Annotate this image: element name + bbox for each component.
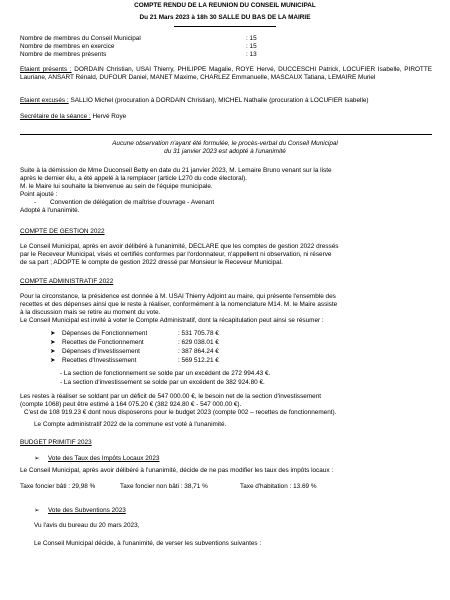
secretary-name: Hervé Roye (90, 113, 127, 120)
section-result-line: - La section d'investissement se solde par un excédent de 382 924.80 €. (60, 379, 265, 386)
count-label: Nombre de membres en exercice (20, 43, 115, 50)
tax-rate: Taxe foncier non bâti : 38,71 % (120, 483, 208, 490)
admin-line: Pour la circonstance, la présidence est donnée à M. USAI Thierry Adjoint au maire, qui présente l'ensemble des (20, 293, 336, 300)
section-heading: BUDGET PRIMITIF 2023 (20, 439, 92, 446)
summary-label: Dépenses de Fonctionnement (62, 330, 148, 337)
section-heading: COMPTE ADMINISTRATIF 2022 (20, 278, 114, 285)
excused-list: SALLIO Michel (procuration à DORDAIN Christian), MICHEL Nathalie (procuration à LOCUFIER Isabelle) (68, 97, 369, 104)
arrow-bullet-icon: ➤ (50, 330, 56, 337)
excused-members (20, 97, 432, 105)
arrow-bullet-icon: ➤ (50, 348, 56, 355)
rest-line: C'est de 108 919.23 € dont nous disposerons pour le budget 2023 (compte 002 – recettes de fonctionnement). (24, 409, 337, 416)
gestion-line: par le Receveur Municipal, visés et certifiés conformes par l'ordonnateur, n'appellent ni observation, ni réserve (20, 251, 332, 258)
count-value: : 15 (246, 35, 257, 42)
intro-line: Point ajouté : (20, 191, 58, 198)
present-list: DORDAIN Christian, USAI Thierry, PHILIPPE Magalie, ROYE Hervé, DUCCESCHI Patrick, LOCUFIER Isabelle, PIROTTE Lauriane, ANSART Rénald, DUFOUR Daniel, MANET Maxime, CHARLEZ Emmanuelle, MASCAUX Tatiana, LEMAIRE Muriel (20, 66, 432, 81)
summary-value: : 531 705.78 € (178, 330, 219, 337)
count-value: : 13 (246, 51, 257, 58)
secretary-label: Secrétaire de la séance : (20, 113, 91, 120)
intro-line: M. le Maire lui souhaite la bienvenue au sein de l'équipe municipale. (20, 183, 213, 190)
rest-line: (compte 1068) peut être estimé à 164 075.20 € (382 924.80 € - 547 000.00 €). (20, 401, 242, 408)
subsection-heading: Vote des Taux des Impôts Locaux 2023 (48, 455, 160, 462)
gestion-line: Le Conseil Municipal, après en avoir délibéré à l'unanimité, DECLARE que les comptes de gestion 2022 dressés (20, 243, 339, 250)
summary-value: : 629 038.01 € (178, 339, 219, 346)
arrow-bullet-icon: ➢ (34, 507, 40, 514)
present-members (20, 66, 432, 81)
summary-value: : 387 864.24 € (178, 348, 219, 355)
count-label: Nombre de membres du Conseil Municipal (20, 35, 141, 42)
summary-label: Dépenses d'Investissement (62, 348, 140, 355)
bullet-dash: - (34, 199, 37, 206)
document-title: COMPTE RENDU DE LA REUNION DU CONSEIL MUNICIPAL (134, 2, 316, 9)
tax-rate: Taxe d'habitation : 13.69 % (240, 483, 317, 490)
admin-line: Le Conseil Municipal est invité à voter le Compte Administratif, dont la récapitulation peut ainsi se résumer : (20, 317, 324, 324)
excused-label: Etaient excusés : (20, 97, 69, 104)
intro-line: Suite à la démission de Mme Duconseil Betty en date du 21 janvier 2023, M. Lemaire Bruno venant sur la liste (20, 167, 332, 174)
admin-vote: Le Compte administratif 2022 de la commune est voté à l'unanimité. (34, 421, 227, 428)
section-heading: COMPTE DE GESTION 2022 (20, 228, 105, 235)
added-point: Convention de délégation de maîtrise d'ouvrage - Avenant (50, 199, 215, 206)
summary-label: Recettes de Fonctionnement (62, 339, 144, 346)
intro-line: après le dernier élu, a été appelé à la remplacer (article L270 du code électoral). (20, 175, 247, 182)
count-label: Nombre de membres présents (20, 51, 107, 58)
meeting-secretary (20, 113, 432, 121)
arrow-bullet-icon: ➤ (50, 339, 56, 346)
intro-line: Adopté à l'unanimité. (20, 207, 80, 214)
arrow-bullet-icon: ➢ (34, 455, 40, 462)
present-label: Etaient présents : (20, 66, 72, 73)
rest-line: Les restes à réaliser se soldant par un déficit de 547 000.00 €, le besoin net de la section d'investissement (20, 393, 322, 400)
admin-line: recettes et des dépenses ainsi que le reste à réaliser, conformément à la nomenclature M14. M. le Maire assiste (20, 301, 338, 308)
admin-line: à la discussion mais se retire au moment du vote. (20, 309, 161, 316)
title-underline (174, 26, 276, 27)
taux-line: Le Conseil Municipal, après avoir délibéré à l'unanimité, décide de ne pas modifier les taux des impôts locaux : (20, 467, 334, 474)
section-result-line: - La section de fonctionnement se solde par un excédent de 272 994.43 €. (60, 370, 271, 377)
count-value: : 15 (246, 43, 257, 50)
document-subtitle: Du 21 Mars 2023 à 18h 30 SALLE DU BAS DE LA MAIRIE (139, 14, 311, 21)
summary-value: : 569 512.21 € (178, 357, 219, 364)
section-separator (20, 134, 432, 135)
summary-label: Recettes d'Investissement (62, 357, 137, 364)
tax-rate: Taxe foncier bâti : 29,98 % (20, 483, 96, 490)
pv-note-line: Aucune observation n'ayant été formulée, le procès-verbal du Conseil Municipal (112, 140, 338, 147)
arrow-bullet-icon: ➤ (50, 357, 56, 364)
pv-note-line: du 31 janvier 2023 est adopté à l'unanimité (164, 148, 286, 155)
subvention-line: Vu l'avis du bureau du 20 mars 2023, (34, 522, 140, 529)
subsection-heading: Vote des Subventions 2023 (48, 507, 126, 514)
gestion-line: de sa part ; ADOPTE le compte de gestion 2022 dressé par Monsieur le Receveur Municipal. (20, 259, 283, 266)
subvention-line: Le Conseil Municipal décide, à l'unanimité, de verser les subventions suivantes : (34, 540, 262, 547)
